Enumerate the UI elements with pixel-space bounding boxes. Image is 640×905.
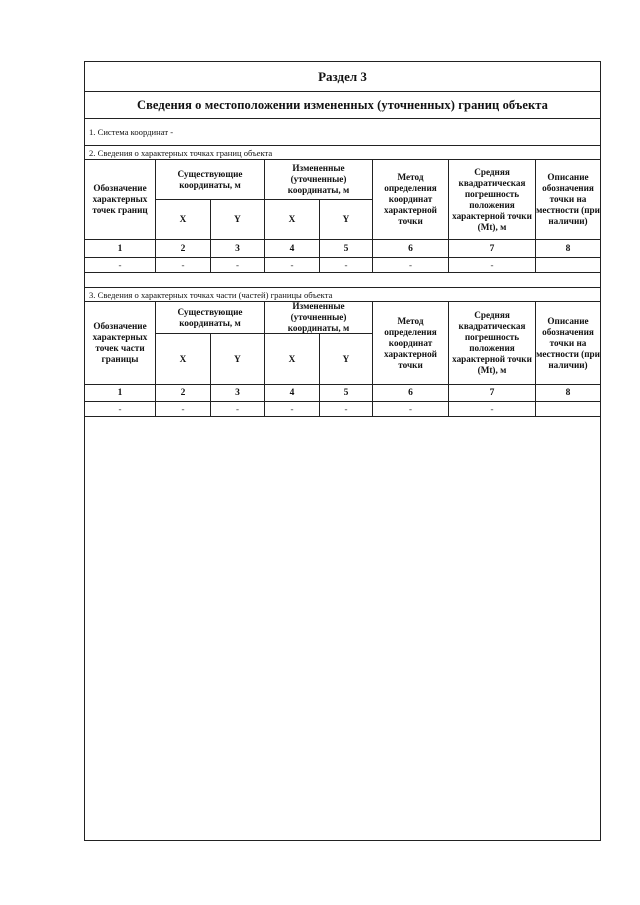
t2-cell-4: -: [265, 402, 320, 417]
t2-header-changed-y: Y: [320, 334, 373, 385]
t2-colnum-2: 2: [156, 385, 211, 402]
boundary-points-heading: 2. Сведения о характерных точках границ объекта: [85, 146, 600, 160]
t2-cell-2: -: [156, 402, 211, 417]
t1-header-error: Средняя квадратическая погрешность положения характерной точки (Mt), м: [449, 160, 536, 240]
t1-header-description: Описание обозначения точки на местности (при наличии): [536, 160, 600, 240]
t2-cell-8: [536, 402, 600, 417]
document-sheet: [84, 61, 601, 841]
t1-colnum-8: 8: [536, 240, 600, 258]
t1-header-point-id: Обозначение характерных точек границ: [85, 160, 156, 240]
t1-header-changed-x: X: [265, 200, 320, 240]
t2-header-existing-x: X: [156, 334, 211, 385]
t2-header-existing-y: Y: [211, 334, 265, 385]
t1-cell-4: -: [265, 258, 320, 273]
t2-colnum-7: 7: [449, 385, 536, 402]
t1-colnum-6: 6: [373, 240, 449, 258]
t1-colnum-4: 4: [265, 240, 320, 258]
t1-cell-7: -: [449, 258, 536, 273]
t1-header-existing-x: X: [156, 200, 211, 240]
t1-colnum-7: 7: [449, 240, 536, 258]
t1-colnum-5: 5: [320, 240, 373, 258]
t2-cell-1: -: [85, 402, 156, 417]
t1-colnum-1: 1: [85, 240, 156, 258]
t1-cell-8: [536, 258, 600, 273]
t1-cell-6: -: [373, 258, 449, 273]
t2-colnum-8: 8: [536, 385, 600, 402]
t2-cell-3: -: [211, 402, 265, 417]
t1-header-changed-coords: Измененные (уточненные) координаты, м: [265, 160, 373, 200]
t1-colnum-3: 3: [211, 240, 265, 258]
t2-header-changed-coords: Измененные (уточненные) координаты, м: [265, 302, 373, 334]
t2-header-method: Метод определения координат характерной точки: [373, 302, 449, 385]
t1-header-existing-coords: Существующие координаты, м: [156, 160, 265, 200]
t1-cell-1: -: [85, 258, 156, 273]
separator-row: [85, 273, 600, 288]
t1-cell-5: -: [320, 258, 373, 273]
coordinate-system-line: 1. Система координат -: [85, 119, 600, 146]
t2-cell-6: -: [373, 402, 449, 417]
section-subtitle: Сведения о местоположении измененных (уточненных) границ объекта: [85, 92, 600, 119]
t2-header-changed-x: X: [265, 334, 320, 385]
t2-header-error: Средняя квадратическая погрешность положения характерной точки (Mt), м: [449, 302, 536, 385]
t2-colnum-5: 5: [320, 385, 373, 402]
t1-cell-2: -: [156, 258, 211, 273]
t2-header-description: Описание обозначения точки на местности (при наличии): [536, 302, 600, 385]
t2-colnum-3: 3: [211, 385, 265, 402]
t1-colnum-2: 2: [156, 240, 211, 258]
t2-colnum-1: 1: [85, 385, 156, 402]
t2-colnum-4: 4: [265, 385, 320, 402]
part-boundary-points-heading: 3. Сведения о характерных точках части (частей) границы объекта: [85, 288, 600, 302]
t1-header-changed-y: Y: [320, 200, 373, 240]
t1-header-existing-y: Y: [211, 200, 265, 240]
t2-cell-5: -: [320, 402, 373, 417]
t2-header-existing-coords: Существующие координаты, м: [156, 302, 265, 334]
t1-header-method: Метод определения координат характерной точки: [373, 160, 449, 240]
section-title: Раздел 3: [85, 62, 600, 92]
t2-colnum-6: 6: [373, 385, 449, 402]
t2-cell-7: -: [449, 402, 536, 417]
t2-header-point-id: Обозначение характерных точек части границы: [85, 302, 156, 385]
t1-cell-3: -: [211, 258, 265, 273]
